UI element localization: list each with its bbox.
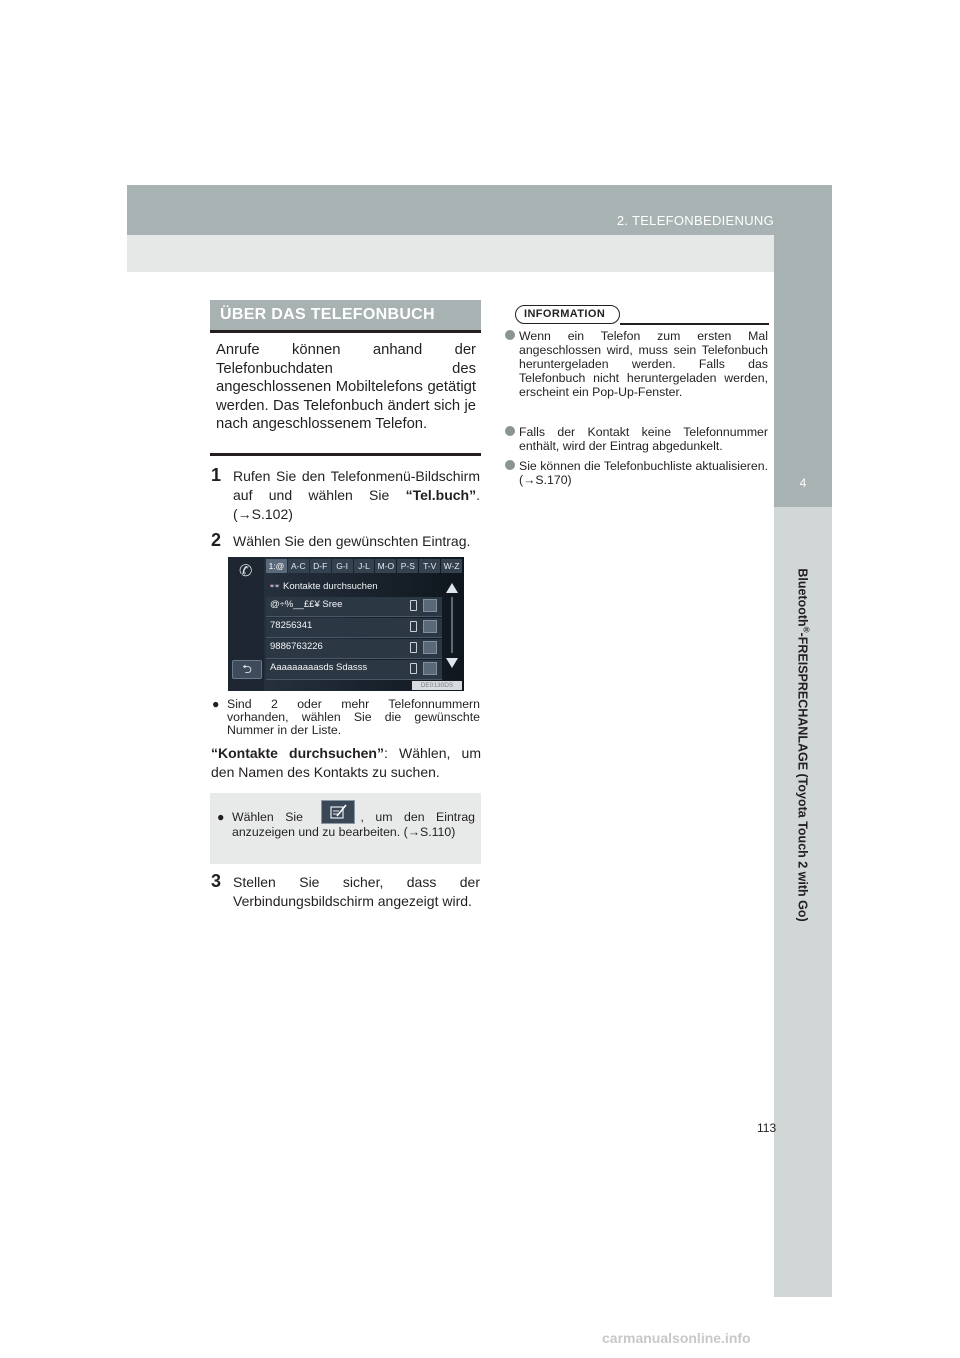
side-tab-text-a: Bluetooth (795, 568, 810, 627)
information-rule (620, 323, 769, 325)
contact-name: 78256341 (270, 620, 313, 631)
step-bold: “Tel.buch” (405, 487, 477, 503)
step-text (233, 467, 480, 524)
step-number: 3 (211, 871, 222, 891)
mobile-icon (410, 663, 417, 674)
tip-text (217, 810, 475, 840)
intro-text: Anrufe können anhand der Telefonbuchdaten des angeschlossenen Mobiltelefons getätigt werden. Das Telefonbuch ändert sich je nach angeschlossenem Telefon. (216, 342, 476, 432)
page-number: 113 (757, 1121, 777, 1135)
step-text-a: Rufen Sie den Telefonmenü-Bildschirm auf und wählen Sie (233, 468, 480, 503)
chapter-title: 2. TELEFONBEDIENUNG (616, 213, 774, 228)
phone-icon[interactable]: ✆ (239, 563, 253, 580)
tab-button[interactable]: T-V (419, 559, 440, 573)
section-title-bar (210, 300, 481, 330)
edit-icon[interactable] (423, 662, 437, 675)
mobile-icon (410, 642, 417, 653)
list-item[interactable] (266, 639, 442, 659)
list-item[interactable] (266, 618, 442, 638)
step-number: 1 (211, 465, 222, 485)
info-item (505, 459, 768, 487)
list-item[interactable] (266, 597, 442, 617)
tab-button[interactable]: D-F (310, 559, 331, 573)
contact-name: @÷%__££¥ Sree (270, 599, 343, 610)
scroll-down-icon[interactable] (446, 658, 458, 668)
edit-icon[interactable] (423, 599, 437, 612)
tab-button[interactable]: W-Z (441, 559, 462, 573)
binoculars-icon: 👓 (269, 581, 281, 591)
watermark: carmanualsonline.info (602, 1330, 751, 1346)
contact-name: 9886763226 (270, 641, 323, 652)
bullet-icon: ● (212, 697, 220, 711)
mobile-icon (410, 621, 417, 632)
back-arrow-icon: ⮌ (242, 662, 252, 676)
chapter-number: 4 (799, 476, 807, 490)
scroll-up-icon[interactable] (446, 583, 458, 593)
info-text: Falls der Kontakt keine Telefonnummer enthält, wird der Eintrag abgedunkelt. (519, 425, 768, 453)
note-multiple-numbers (212, 698, 480, 737)
step-text-b: . (→S.102) (233, 487, 480, 522)
step-text: Stellen Sie sicher, dass der Verbindungsbildschirm angezeigt wird. (233, 874, 480, 909)
bullet-icon: ● (217, 810, 225, 824)
tab-button[interactable]: J-L (354, 559, 375, 573)
alphabet-tabs (266, 559, 462, 573)
tip-before: Wählen Sie (232, 810, 303, 824)
back-button[interactable] (232, 660, 262, 679)
tip-after: , um den Eintrag anzuzeigen und zu bearbeiten. (→S.110) (232, 810, 475, 839)
tab-button[interactable]: P-S (397, 559, 418, 573)
step-text: Wählen Sie den gewünschten Eintrag. (233, 533, 471, 549)
search-contacts-button[interactable] (266, 578, 442, 595)
edit-icon[interactable] (423, 641, 437, 654)
search-label: Kontakte durchsuchen (283, 581, 378, 592)
side-tab-dark (774, 185, 832, 507)
info-text: Wenn ein Telefon zum ersten Mal angeschlossen wird, muss sein Telefonbuch heruntergeladen werden. Falls das Telefonbuch nicht heruntergeladen werden, erscheint ein Pop-Up-Fenster. (519, 329, 768, 399)
tab-button[interactable]: 1:@ (266, 559, 287, 573)
contact-list (266, 597, 442, 680)
header-strip (127, 235, 832, 272)
information-label: INFORMATION (515, 305, 620, 324)
info-item (505, 329, 768, 399)
phonebook-screen (228, 557, 464, 691)
info-item (505, 425, 768, 453)
side-tab-text-b: -FREISPRECHANLAGE (Toyota Touch 2 with Go) (795, 632, 810, 922)
mobile-icon (410, 600, 417, 611)
tab-button[interactable]: M-O (375, 559, 396, 573)
note-text: Sind 2 oder mehr Telefonnummern vorhanden, wählen Sie die gewünschte Nummer in der Liste. (227, 697, 480, 737)
contact-name: Aaaaaaaaasds Sdasss (270, 662, 368, 673)
image-code: DE0130DS (412, 681, 462, 690)
kd-text: : Wählen, um den Namen des Kontakts zu suchen. (211, 745, 481, 780)
scrollbar[interactable] (451, 597, 453, 653)
registered-mark: ® (801, 626, 811, 633)
tab-button[interactable]: G-I (332, 559, 353, 573)
section-title: ÜBER DAS TELEFONBUCH (220, 306, 435, 323)
kd-bold: “Kontakte durchsuchen” (211, 745, 384, 761)
bullet-icon (505, 460, 515, 470)
edit-icon[interactable] (423, 620, 437, 633)
bullet-icon (505, 426, 515, 436)
step-number: 2 (211, 530, 222, 550)
list-item[interactable] (266, 660, 442, 680)
tab-button[interactable]: A-C (288, 559, 309, 573)
search-contacts-description (211, 744, 481, 782)
info-text: Sie können die Telefonbuchliste aktualisieren. (→S.170) (519, 459, 768, 487)
edit-icon (321, 800, 355, 824)
bullet-icon (505, 330, 515, 340)
